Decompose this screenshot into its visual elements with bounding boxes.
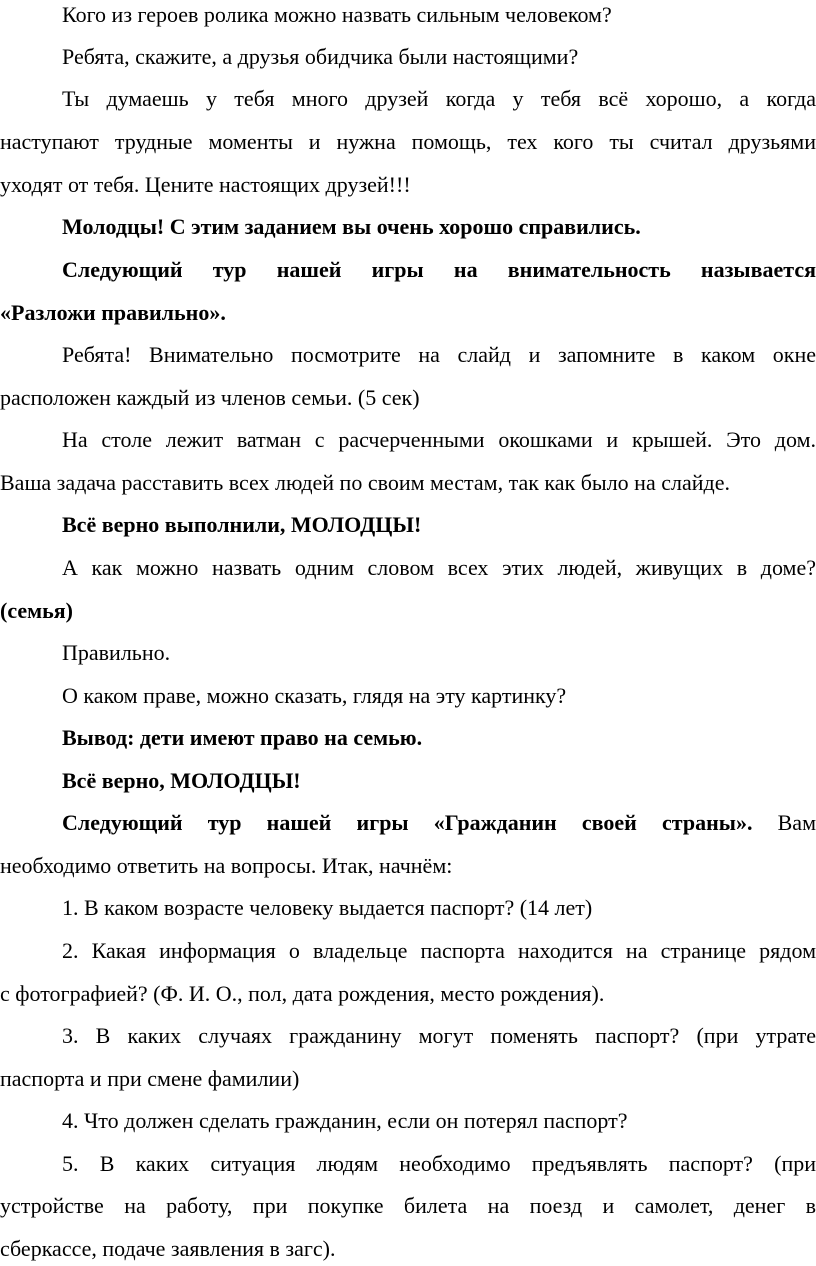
bold-heading-line: Молодцы! С этим заданием вы очень хорошо справились.: [62, 214, 641, 239]
question-line: 2. Какая информация о владельце паспорта находится на странице рядом: [62, 938, 816, 963]
bold-heading-line: Всё верно выполнили, МОЛОДЦЫ!: [62, 512, 422, 537]
question-line: устройстве на работу, при покупке билета на поезд и самолет, денег в: [0, 1193, 816, 1218]
bold-heading-span: Следующий тур нашей игры «Гражданин своей страны».: [62, 810, 753, 835]
paragraph-line: О каком праве, можно сказать, глядя на эту картинку?: [62, 683, 567, 708]
question-line: 1. В каком возрасте человеку выдается паспорт? (14 лет): [62, 895, 593, 920]
question-line: сберкассе, подаче заявления в загс).: [0, 1236, 336, 1261]
bold-heading-line: Следующий тур нашей игры на внимательность называется: [62, 257, 816, 282]
question-line: 4. Что должен сделать гражданин, если он потерял паспорт?: [62, 1108, 628, 1133]
paragraph-line: необходимо ответить на вопросы. Итак, начнём:: [0, 853, 453, 878]
paragraph-line: Ты думаешь у тебя много друзей когда у тебя всё хорошо, а когда: [62, 86, 816, 111]
bold-answer-line: (семья): [0, 598, 73, 623]
question-line: паспорта и при смене фамилии): [0, 1066, 300, 1091]
bold-conclusion-line: Вывод: дети имеют право на семью.: [62, 725, 423, 750]
paragraph-line: На столе лежит ватман с расчерченными окошками и крышей. Это дом.: [62, 427, 816, 452]
bold-heading-line: Всё верно, МОЛОДЦЫ!: [62, 768, 301, 793]
paragraph-line: Кого из героев ролика можно назвать сильным человеком?: [62, 2, 612, 27]
paragraph-line: наступают трудные моменты и нужна помощь, тех кого ты считал друзьями: [0, 129, 816, 154]
paragraph-line: расположен каждый из членов семьи. (5 сек): [0, 385, 420, 410]
question-line: 5. В каких ситуация людям необходимо предъявлять паспорт? (при: [62, 1151, 816, 1176]
question-line: 3. В каких случаях гражданину могут поменять паспорт? (при утрате: [62, 1023, 816, 1048]
regular-tail-span: Вам: [752, 810, 816, 835]
question-line: с фотографией? (Ф. И. О., пол, дата рождения, место рождения).: [0, 981, 605, 1006]
mixed-heading-line: [0, 810, 816, 836]
paragraph-line: Ребята, скажите, а друзья обидчика были настоящими?: [62, 44, 579, 69]
paragraph-line: Ваша задача расставить всех людей по своим местам, так как было на слайде.: [0, 470, 730, 495]
paragraph-line: Правильно.: [62, 640, 171, 665]
paragraph-line: А как можно назвать одним словом всех этих людей, живущих в доме?: [62, 555, 816, 580]
paragraph-line: Ребята! Внимательно посмотрите на слайд и запомните в каком окне: [62, 342, 816, 367]
bold-heading-line: «Разложи правильно».: [0, 300, 226, 325]
paragraph-line: уходят от тебя. Цените настоящих друзей!!!: [0, 172, 411, 197]
